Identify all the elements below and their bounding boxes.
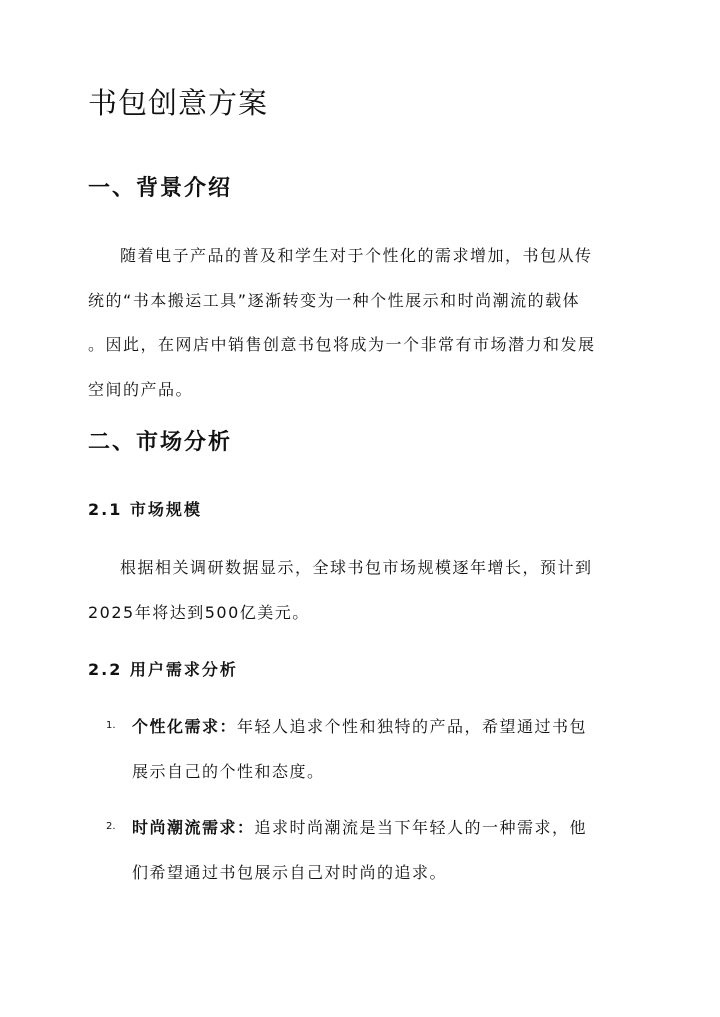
- list-item-text-continued: 展示自己的个性和态度。: [132, 761, 325, 781]
- background-paragraph: [88, 241, 633, 405]
- market-size-paragraph: [88, 553, 633, 628]
- paragraph-line: 空间的产品。: [88, 379, 194, 399]
- paragraph-line: 。因此，在网店中销售创意书包将成为一个非常有市场潜力和发展: [88, 335, 596, 354]
- list-item-text-continued: 们希望通过书包展示自己对时尚的追求。: [132, 862, 448, 882]
- paragraph-line: 根据相关调研数据显示，全球书包市场规模逐年增长，预计到: [120, 558, 593, 577]
- list-item-number: 2.: [106, 821, 116, 832]
- list-item-number: 1.: [106, 720, 116, 731]
- list-item-label: 个性化需求：: [132, 717, 238, 736]
- list-item: [106, 712, 636, 787]
- subsection-heading-market-size: 2.1 市场规模: [88, 500, 202, 519]
- list-item-label: 时尚潮流需求：: [132, 818, 255, 837]
- paragraph-line: 2025年将达到500亿美元。: [88, 602, 310, 622]
- list-item-text: 年轻人追求个性和独特的产品，希望通过书包: [237, 717, 588, 736]
- list-item-text: 追求时尚潮流是当下年轻人的一种需求，他: [254, 818, 588, 837]
- paragraph-line: 统的“书本搬运工具”逐渐转变为一种个性展示和时尚潮流的载体: [88, 290, 581, 310]
- paragraph-line: 随着电子产品的普及和学生对于个性化的需求增加，书包从传: [120, 246, 593, 265]
- section-heading-market-analysis: 二、市场分析: [88, 430, 233, 455]
- section-heading-background: 一、背景介绍: [88, 176, 233, 201]
- list-item: [106, 813, 636, 888]
- subsection-heading-user-needs: 2.2 用户需求分析: [88, 660, 238, 679]
- document-title: 书包创意方案: [88, 86, 269, 120]
